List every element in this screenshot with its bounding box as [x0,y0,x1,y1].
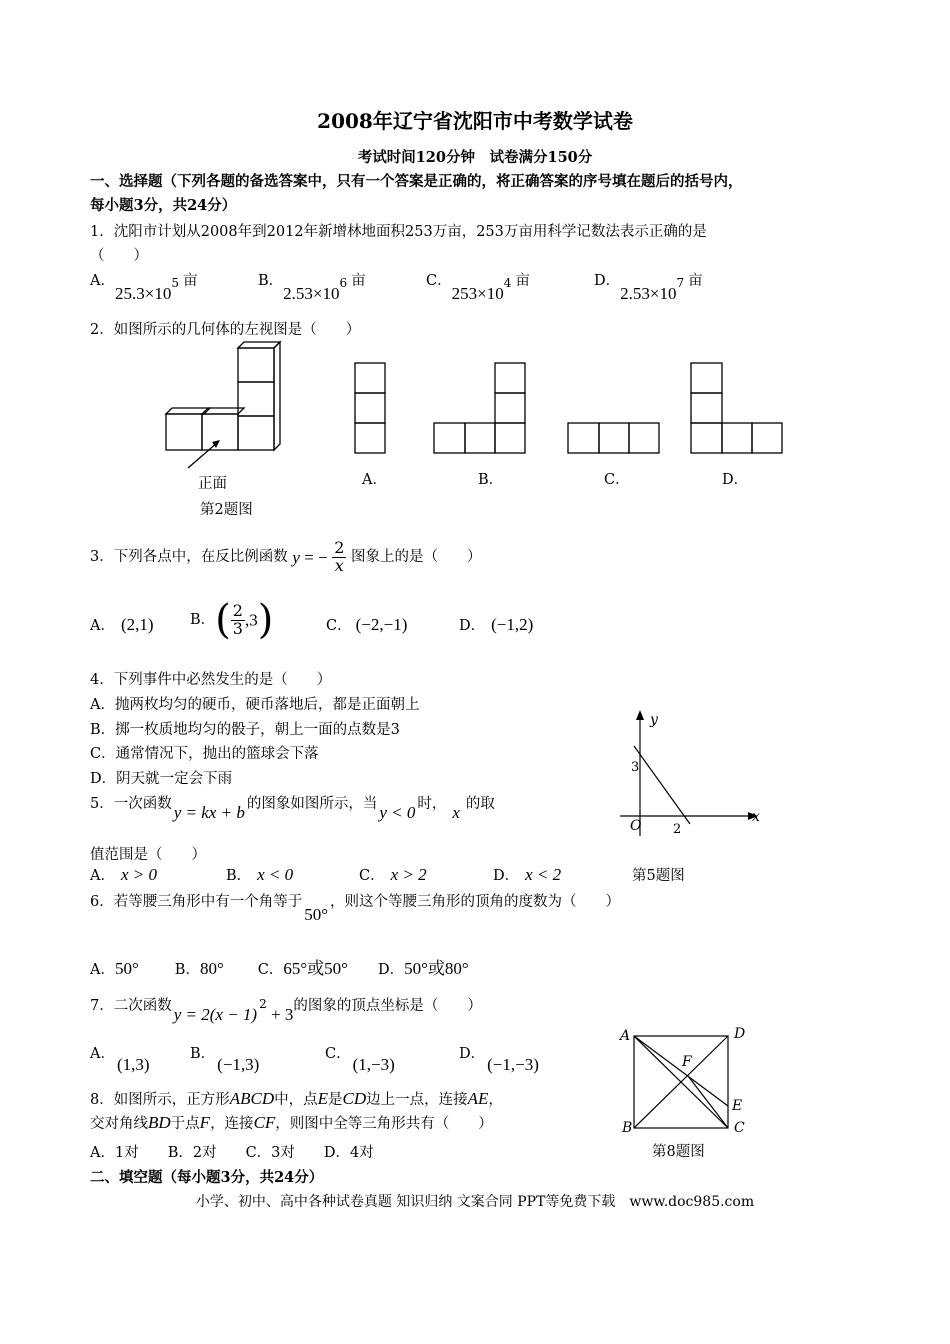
option-coef: 2.53×10 [620,283,677,303]
q7-option-d [459,1042,539,1074]
option-label: D． [594,272,621,289]
q8-text: ， [488,1092,503,1108]
q5-option-b [226,864,293,885]
option-label: C． [257,962,284,978]
option-value: (1,3) [116,1055,150,1074]
q8-text: 8．如图所示，正方形 [90,1092,230,1108]
q3-option-d [459,614,533,635]
q8-label-c: C [734,1120,745,1136]
option-value: (−2,−1) [355,615,408,634]
q7-stem-post: 的图象的顶点坐标是（ ） [293,997,482,1014]
q8-segment-ae: AE [467,1089,489,1108]
option-exp: 5 [171,276,179,290]
q8-label-a: A [620,1028,631,1044]
q4-option-a: A．抛两枚均匀的硬币，硬币落地后，都是正面朝上 [90,697,420,713]
q2-view-d [690,362,786,458]
section2-heading: 二、填空题（每小题3分，共24分） [90,1169,324,1186]
q2-option-c-label: C． [604,472,630,488]
option-coef: 253×10 [451,283,504,303]
q2-view-c [567,422,663,458]
q5-x-axis-label: x [752,809,760,825]
q2-figure-caption: 第2题图 [200,502,253,518]
option-tail: ,3 [244,610,258,630]
option-value: (1,−3) [352,1055,395,1074]
option-exp: 7 [676,276,685,290]
option-label: D． [459,618,486,634]
q5-option-d [493,864,561,885]
q5-graph [612,710,772,850]
section1-heading-line2: 每小题3分，共24分） [90,197,237,214]
q6-stem-pre: 6．若等腰三角形中有一个角等于 [90,894,303,910]
q5-y-intercept-label: 3 [631,760,640,775]
q5-cond: y < 0 [379,803,416,822]
q8-point-f: F [199,1113,211,1132]
q5-option-c [359,864,427,885]
q3-option-a [90,614,154,635]
option-label: C． [359,868,385,884]
q1-stem-line1: 1．沈阳市计划从2008年到2012年新增林地面积253万亩，253万亩用科学记数法表示正确的是 [90,224,707,240]
option-exp: 6 [339,276,348,290]
q8-segment-cf: CF [253,1113,276,1132]
q8-label-b: B [622,1120,633,1136]
exam-info: 考试时间120分钟 试卷满分150分 [357,149,593,166]
q3-stem [90,540,481,575]
q6-stem [90,890,621,924]
option-unit: 亩 [182,272,198,289]
q7-func-exp: 2 [259,997,267,1011]
option-value: x > 2 [390,865,427,884]
option-value: 50° [114,959,139,978]
q3-stem-post: 图象上的是（ ） [350,549,482,566]
option-label: C． [326,618,352,634]
q7-option-c [325,1042,395,1074]
option-label: D． [377,962,405,978]
q3-option-b [190,597,274,643]
q6-options [90,954,469,979]
q8-text: 中，点 [274,1092,318,1108]
option-unit: 亩 [515,272,530,289]
option-label: A． [90,272,115,289]
q5-stem-post: 的取 [465,796,495,812]
q8-point-e: E [317,1089,329,1108]
q8-square-name: ABCD [229,1089,275,1108]
q5-stem-mid2: 时， [417,796,447,812]
option-coef: 2.53×10 [283,283,340,303]
q8-stem-line1 [90,1088,503,1109]
q6-stem-post: ，则这个等腰三角形的顶角的度数为（ ） [330,894,621,910]
q2-view-b [433,362,529,458]
frac-denominator: 3 [232,618,243,638]
option-label: A． [90,868,115,884]
q4-stem: 4．下列事件中必然发生的是（ ） [90,672,332,688]
q8-text: 于点 [170,1116,200,1132]
option-label: B． [190,1046,216,1062]
right-paren: ) [257,597,274,643]
option-label: C． [426,272,452,289]
option-value: (−1,3) [217,1055,260,1074]
q8-label-d: D [734,1026,746,1042]
q5-figure-caption: 第5题图 [632,868,685,884]
option-coef: 25.3×10 [114,283,172,303]
frac-denominator: x [334,555,344,575]
footer-text: 小学、初中、高中各种试卷真题 知识归纳 文案合同 PPT等免费下载 www.doc985.com [195,1194,755,1210]
q8-text: 边上一点，连接 [366,1092,468,1108]
q5-stem-line2: 值范围是（ ） [90,847,206,863]
option-exp: 4 [503,276,512,290]
q8-label-f: F [682,1054,692,1070]
option-value: 65°或50° [283,959,348,978]
q5-func: y = kx + b [173,803,245,822]
option-value: x < 0 [257,865,294,884]
q7-stem [90,993,482,1024]
q5-origin-label: O [630,818,642,834]
q8-text: ，则图中全等三角形共有（ ） [275,1116,493,1132]
q5-var: x [452,803,460,822]
option-label: D． [493,868,520,884]
q8-square-figure [612,1018,772,1148]
q3-func-eq: = − [299,547,328,567]
option-label: B． [226,868,252,884]
q7-func-tail: + 3 [266,1004,294,1024]
q7-stem-pre: 7．二次函数 [90,997,172,1014]
option-value: (−1,−3) [487,1055,539,1074]
q8-segment-bd: BD [148,1113,171,1132]
q2-stem: 2．如图所示的几何体的左视图是（ ） [90,322,361,338]
q2-solid-figure [160,338,290,488]
q4-option-c: C．通常情况下，抛出的篮球会下落 [90,746,319,762]
q5-stem-mid: 的图象如图所示，当 [246,796,378,812]
left-paren: ( [215,597,231,643]
q6-angle: 50° [304,905,329,924]
option-label: A． [90,618,115,634]
option-label: C． [325,1046,351,1062]
frac-numerator: 2 [334,538,345,557]
q8-options: A．1对 B．2对 C．3对 D．4对 [90,1145,374,1161]
q1-stem-line2: （ ） [90,248,148,264]
q2-option-a-label: A． [362,472,387,488]
q5-option-a [90,864,157,885]
q8-figure-caption: 第8题图 [652,1144,705,1160]
option-label: A． [90,1046,115,1062]
option-label: A． [90,962,115,978]
q8-label-e: E [732,1098,743,1114]
q5-y-axis-label: y [650,712,658,728]
option-label: D． [459,1046,486,1062]
q4-option-b: B．掷一枚质地均匀的骰子，朝上一面的点数是3 [90,722,400,738]
q3-option-c [326,614,407,635]
option-unit: 亩 [351,272,366,289]
section1-heading-line1: 一、选择题（下列各题的备选答案中，只有一个答案是正确的，将正确答案的序号填在题后的括号内， [90,173,743,190]
q8-text: 交对角线 [90,1116,148,1132]
q8-text: 是 [328,1092,343,1108]
frac-numerator: 2 [232,600,243,620]
q2-option-d-label: D． [722,472,749,488]
option-value: (−1,2) [491,615,534,634]
page-title: 2008年辽宁省沈阳市中考数学试卷 [317,109,633,133]
option-label: B． [258,272,284,289]
option-value: 50°或80° [404,959,469,978]
q2-option-b-label: B． [478,472,504,488]
q2-view-a [354,362,388,458]
q3-func-lhs: y [292,547,300,567]
q7-func: y = 2(x − 1) [173,1004,258,1024]
option-value: x > 0 [120,865,158,884]
q7-option-a [90,1042,150,1074]
q2-front-label: 正面 [198,476,227,492]
q5-x-intercept-label: 2 [673,822,682,837]
q5-stem-line1 [90,792,495,822]
option-unit: 亩 [688,272,703,289]
option-value: (2,1) [120,615,154,634]
q8-segment-cd: CD [342,1089,367,1108]
q3-stem-pre: 3．下列各点中，在反比例函数 [90,549,288,566]
option-value: 80° [199,959,224,978]
q8-stem-line2 [90,1112,493,1133]
option-value: x < 2 [525,865,562,884]
option-label: B． [174,962,200,978]
q8-text: ，连接 [210,1116,254,1132]
q3-fraction [332,540,346,575]
option-label: B． [190,611,216,628]
q4-option-d: D．阴天就一定会下雨 [90,771,233,787]
q3-b-fraction [231,600,245,638]
q7-option-b [190,1042,260,1074]
q5-stem-pre: 5．一次函数 [90,796,172,812]
